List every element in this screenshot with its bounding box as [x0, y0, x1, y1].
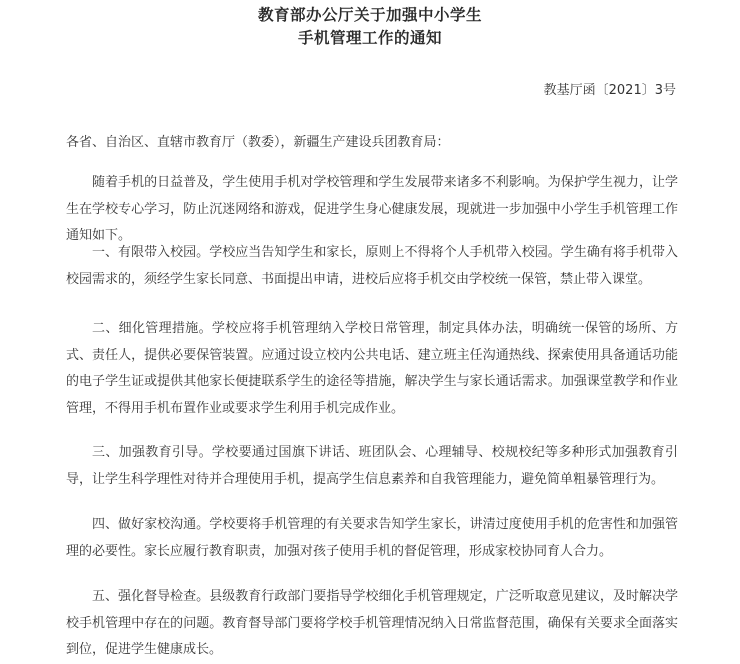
- notice-title-line1: 教育部办公厅关于加强中小学生: [257, 6, 482, 24]
- salutation: 各省、自治区、直辖市教育厅（教委），新疆生产建设兵团教育局：: [66, 135, 450, 150]
- document-number: 教基厅函〔2021〕3号: [543, 83, 676, 98]
- paragraph-2-management-measures: 二、细化管理措施。学校应将手机管理纳入学校日常管理，制定具体办法，明确统一保管的场所、方式、责任人，提供必要保管装置。应通过设立校内公共电话、建立班主任沟通热线、探索使用具备通话功能的电子学生证或提供其他家长便捷联系学生的途径等措施，解决学生与家长通话需求。加强课堂教学和作业管理，不得用手机布置作业或要求学生利用手机完成作业。: [66, 321, 678, 416]
- paragraph-4-home-school-communication: 四、做好家校沟通。学校要将手机管理的有关要求告知学生家长，讲清过度使用手机的危害性和加强管理的必要性。家长应履行教育职责，加强对孩子使用手机的督促管理，形成家校协同育人合力。: [66, 517, 678, 559]
- paragraph-5-supervision: 五、强化督导检查。县级教育行政部门要指导学校细化手机管理规定，广泛听取意见建议，及时解决学校手机管理中存在的问题。教育督导部门要将学校手机管理情况纳入日常监督范围，确保有关要求全面落实到位，促进学生健康成长。: [66, 589, 678, 657]
- notice-title-line2: 手机管理工作的通知: [297, 29, 442, 47]
- intro-paragraph: 随着手机的日益普及，学生使用手机对学校管理和学生发展带来诸多不利影响。为保护学生视力，让学生在学校专心学习，防止沉迷网络和游戏，促进学生身心健康发展，现就进一步加强中小学生手机管理工作通知如下。: [66, 175, 678, 243]
- paragraph-1-limit-entry: 一、有限带入校园。学校应当告知学生和家长，原则上不得将个人手机带入校园。学生确有将手机带入校园需求的，须经学生家长同意、书面提出申请，进校后应将手机交由学校统一保管，禁止带入课堂。: [66, 245, 678, 287]
- paragraph-3-education-guidance: 三、加强教育引导。学校要通过国旗下讲话、班团队会、心理辅导、校规校纪等多种形式加强教育引导，让学生科学理性对待并合理使用手机，提高学生信息素养和自我管理能力，避免简单粗暴管理行为。: [66, 445, 678, 487]
